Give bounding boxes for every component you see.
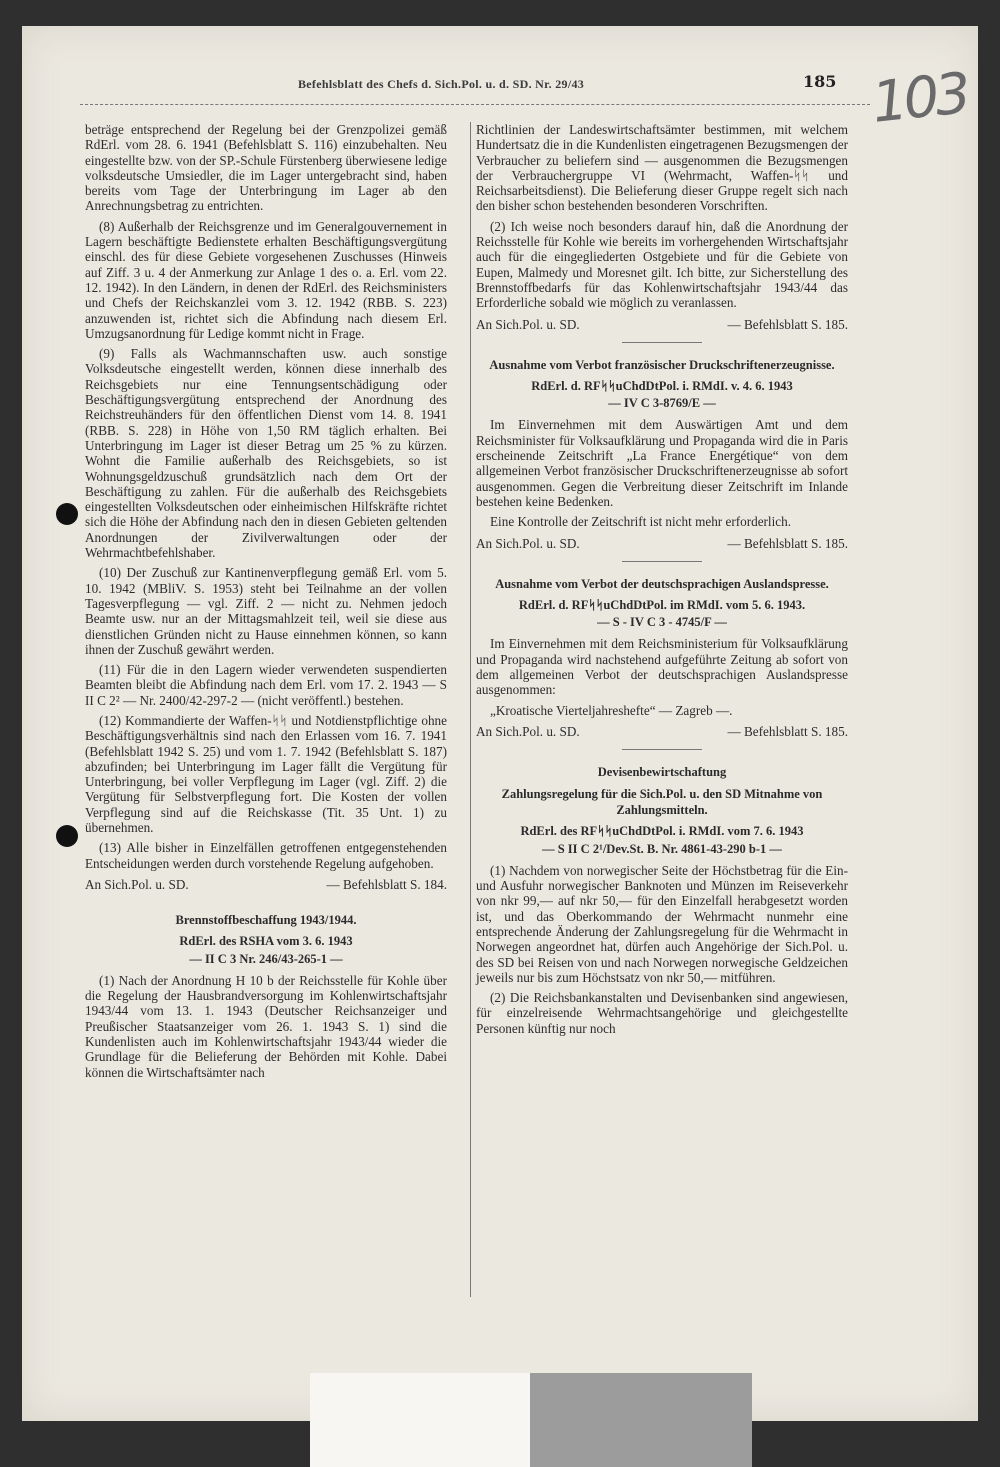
section-file-ref: — II C 3 Nr. 246/43-265-1 —	[189, 951, 343, 966]
section-decree-ref: RdErl. d. RFᛋᛋuChdDtPol. im RMdI. vom 5. 6. 1943.	[518, 597, 806, 612]
signoff	[476, 536, 848, 551]
paragraph: (9) Falls als Wachmannschaften usw. auch sonstige Volksdeutsche eingestellt werden, können diese innerhalb des Reichsgebiets nur eine Tennungsentschädigung oder Beschäftigungsvergütung entsprechend der Anordnung des Reichstreuhänders für den öffentlichen Dienst vom 14. 8. 1941 (RBB. S. 228) in Höhe von 1,50 RM täglich erhalten. Bei Unterbringung im Lager ist dieser Betrag um 25 % zu kürzen. Wohnt die Familie außerhalb des Reichsgebiets, so ist Wohnungsgeldzuschuß grundsätzlich nach dem Ort der Beschäftigung zu zahlen. Für die außerhalb des Reichsgebiets eingestellten Volksdeutschen oder einheimischen Hilfskräfte richtet sich die Höhe der Abfindung nach den in diesen Gebieten geltenden Anordnungen der Zivilverwaltungen oder der Wehrmachtbefehlshaber.	[85, 346, 447, 561]
signoff	[476, 724, 848, 739]
paragraph: Eine Kontrolle der Zeitschrift ist nicht mehr erforderlich.	[490, 514, 792, 530]
paragraph: (2) Ich weise noch besonders darauf hin, daß die Anordnung der Reichsstelle für Kohle wie bereits im vorhergehenden Wirtschaftsjahr auch für die eingegliederten Ostgebiete und für die Gebiete von Eupen, Malmedy und Moresnet gilt. Ich bitte, zur Sicherstellung des Brennstoffbedarfs für das Kohlenwirtschaftsjahr 1943/44 das Erforderliche sobald wie möglich zu veranlassen.	[476, 218, 848, 311]
paragraph: „Kroatische Vierteljahreshefte“ — Zagreb —.	[490, 702, 733, 718]
section-file-ref: — S II C 2¹/Dev.St. B. Nr. 4861-43-290 b-1 —	[542, 841, 782, 856]
signoff	[476, 317, 848, 332]
right-column	[476, 122, 848, 1041]
handwritten-folio-number: 103	[868, 61, 971, 136]
signoff-reference: — Befehlsblatt S. 185.	[727, 316, 848, 332]
paragraph: beträge entsprechend der Regelung bei der Grenzpolizei gemäß RdErl. vom 28. 6. 1941 (Befehlsblatt S. 116) einzubehalten. Neu eingestellte bzw. von der SP.-Schule Fürstenberg überwiesene ledige volksdeutsche Umsiedler, die im Lager untergebracht sind, haben bereits vom Tage der Unterbringung im Lager ab den Anrechnungsbetrag zu entrichten.	[85, 122, 447, 214]
left-column	[85, 122, 447, 1085]
section-separator	[622, 342, 702, 343]
paragraph: (1) Nach der Anordnung H 10 b der Reichsstelle für Kohle über die Regelung der Hausbrandversorgung im Kohlenwirtschaftsjahr 1943/44 vom 13. 1. 1943 (Deutscher Reichsanzeiger und Preußischer Staatsanzeiger vom 26. 1. 1943 S. 1) sind die Kundenlisten auch im Kohlenwirtschaftsjahr 1943/44 wieder die Grundlage für die Belieferung der Behörden mit Kohle. Dabei können die Wirtschaftsämter nach	[85, 972, 447, 1080]
punch-hole-top	[56, 503, 78, 525]
section-title: Ausnahme vom Verbot französischer Druckschriftenerzeugnisse.	[489, 357, 835, 372]
section-title: Zahlungsregelung für die Sich.Pol. u. den SD Mitnahme von Zahlungsmitteln.	[501, 787, 823, 818]
signoff-recipient: An Sich.Pol. u. SD.	[476, 535, 580, 551]
header-rule	[80, 104, 870, 105]
signoff-recipient: An Sich.Pol. u. SD.	[476, 723, 580, 739]
paragraph: (1) Nachdem von norwegischer Seite der Höchstbetrag für die Ein- und Ausfuhr norwegischer Banknoten und Münzen im Reiseverkehr von nkr 99,— auf nkr 50,— für den Einzelfall herabgesetzt worden ist, und das Oberkommando der Wehrmacht nunmehr eine entsprechende Änderung der Zahlungsregelung für die Wehrmacht in Norwegen angeordnet hat, dürfen auch Angehörige der Sich.Pol. u. des SD bei Reisen von und nach Norwegen norwegische Geldzeichen jeweils nur bis zum Höchstsatz von nkr 50,— mitführen.	[476, 862, 848, 985]
paragraph: (11) Für die in den Lagern wieder verwendeten suspendierten Beamten bleibt die Abfindung nach dem Erl. vom 17. 2. 1943 — S II C 2² — Nr. 2400/42-297-2 — (nicht veröffentl.) bestehen.	[85, 662, 447, 708]
paragraph: (13) Alle bisher in Einzelfällen getroffenen entgegenstehenden Entscheidungen werden durch vorstehende Regelung aufgehoben.	[85, 840, 447, 871]
section-file-ref: — S - IV C 3 - 4745/F —	[597, 615, 727, 630]
section-separator	[622, 749, 702, 750]
paragraph: (8) Außerhalb der Reichsgrenze und im Generalgouvernement in Lagern beschäftigte Bedienstete erhalten Beschäftigungsvergütung einschl. des für diese Gebiete vorgesehenen Zuschusses (Hinweis auf Ziff. 3 u. 4 der Anmerkung zur Anlage 1 des o. a. Erl. vom 22. 12. 1942). In den Ländern, in denen der RdErl. des Reichsministers und Chefs der Reichskanzlei vom 3. 12. 1942 (RBB. S. 223) anzuwenden ist, richtet sich die Abfindung nach diesem Erl. Umzugsanordnung für Ledige kommt nicht in Frage.	[85, 218, 447, 341]
signoff-recipient: An Sich.Pol. u. SD.	[85, 876, 189, 892]
paragraph: (2) Die Reichsbankanstalten und Devisenbanken sind angewiesen, für einzelreisende Wehrmachtsangehörige und gleichgestellte Personen künftig nur noch	[476, 990, 848, 1036]
section-heading: Devisenbewirtschaftung	[597, 765, 727, 780]
section-title: Brennstoffbeschaffung 1943/1944.	[175, 913, 357, 928]
color-reference-strip-light	[310, 1373, 530, 1467]
punch-hole-bottom	[56, 825, 78, 847]
paragraph: (10) Der Zuschuß zur Kantinenverpflegung gemäß Erl. vom 5. 10. 1942 (MBliV. S. 1953) steht bei Teilnahme an der vollen Tagesverpflegung — vgl. Ziff. 2 — nicht zu. Nehmen jedoch Beamte usw. nur an der Mittagsmahlzeit teil, weil sie diese aus dienstlichen Gründen nicht zu Hause einnehmen können, so kann ihnen der Zuschuß gewährt werden.	[85, 565, 447, 657]
signoff-reference: — Befehlsblatt S. 184.	[326, 876, 447, 892]
column-divider	[470, 122, 471, 1297]
signoff	[85, 877, 447, 892]
section-title: Ausnahme vom Verbot der deutschsprachigen Auslandspresse.	[495, 576, 829, 591]
section-decree-ref: RdErl. des RFᛋᛋuChdDtPol. i. RMdI. vom 7. 6. 1943	[520, 824, 804, 839]
color-reference-strip-grey	[530, 1373, 752, 1467]
signoff-recipient: An Sich.Pol. u. SD.	[476, 316, 580, 332]
signoff-reference: — Befehlsblatt S. 185.	[727, 723, 848, 739]
paragraph: Im Einvernehmen mit dem Reichsministerium für Volksaufklärung und Propaganda wird nachstehend aufgeführte Zeitung ab sofort von dem allgemeinen Verbot der deutschsprachigen Auslandspresse ausgenommen:	[476, 636, 848, 698]
section-separator	[622, 561, 702, 562]
paragraph: Im Einvernehmen mit dem Auswärtigen Amt und dem Reichsminister für Volksaufklärung und Propaganda wird die in Paris erscheinende Zeitschrift „La France Energétique“ von dem allgemeinen Verbot französischer Druckschriftenerzeugnisse ab sofort ausgenommen. Gegen die Verbreitung dieser Zeitschrift im Inlande bestehen keine Bedenken.	[476, 417, 848, 509]
paragraph: (12) Kommandierte der Waffen-ᛋᛋ und Notdienstpflichtige ohne Beschäftigungsverhältnis sind nach den Erlassen vom 16. 7. 1941 (Befehlsblatt 1942 S. 25) und vom 1. 7. 1942 (Befehlsblatt S. 187) abzufinden; bei Unterbringung im Lager fällt die Vergütung für Unterbringung, bei voller Verpflegung im Lager (vgl. Ziff. 2) die Vergütung für Selbstverpflegung fort. Die Kosten der vollen Verpflegung sind auf die Reichskasse (Tit. 35 Unt. 1) zu übernehmen.	[85, 712, 447, 836]
section-decree-ref: RdErl. des RSHA vom 3. 6. 1943	[179, 934, 353, 949]
section-file-ref: — IV C 3-8769/E —	[608, 396, 716, 411]
paragraph: Richtlinien der Landeswirtschaftsämter bestimmen, mit welchem Hundertsatz die in die Kundenlisten eingetragenen Bezugsmengen der Verbraucher zu beliefern sind — ausgenommen die Bezugsmengen der Verbrauchergruppe VI (Wehrmacht, Waffen-ᛋᛋ und Reichsarbeitsdienst). Die Belieferung dieser Gruppe regelt sich nach den bisher schon bestehenden besonderen Vorschriften.	[476, 122, 848, 214]
running-head: Befehlsblatt des Chefs d. Sich.Pol. u. d. SD. Nr. 29/43	[298, 77, 585, 91]
signoff-reference: — Befehlsblatt S. 185.	[727, 535, 848, 551]
page-number: 185	[803, 72, 837, 91]
section-decree-ref: RdErl. d. RFᛋᛋuChdDtPol. i. RMdI. v. 4. 6. 1943	[531, 378, 793, 393]
